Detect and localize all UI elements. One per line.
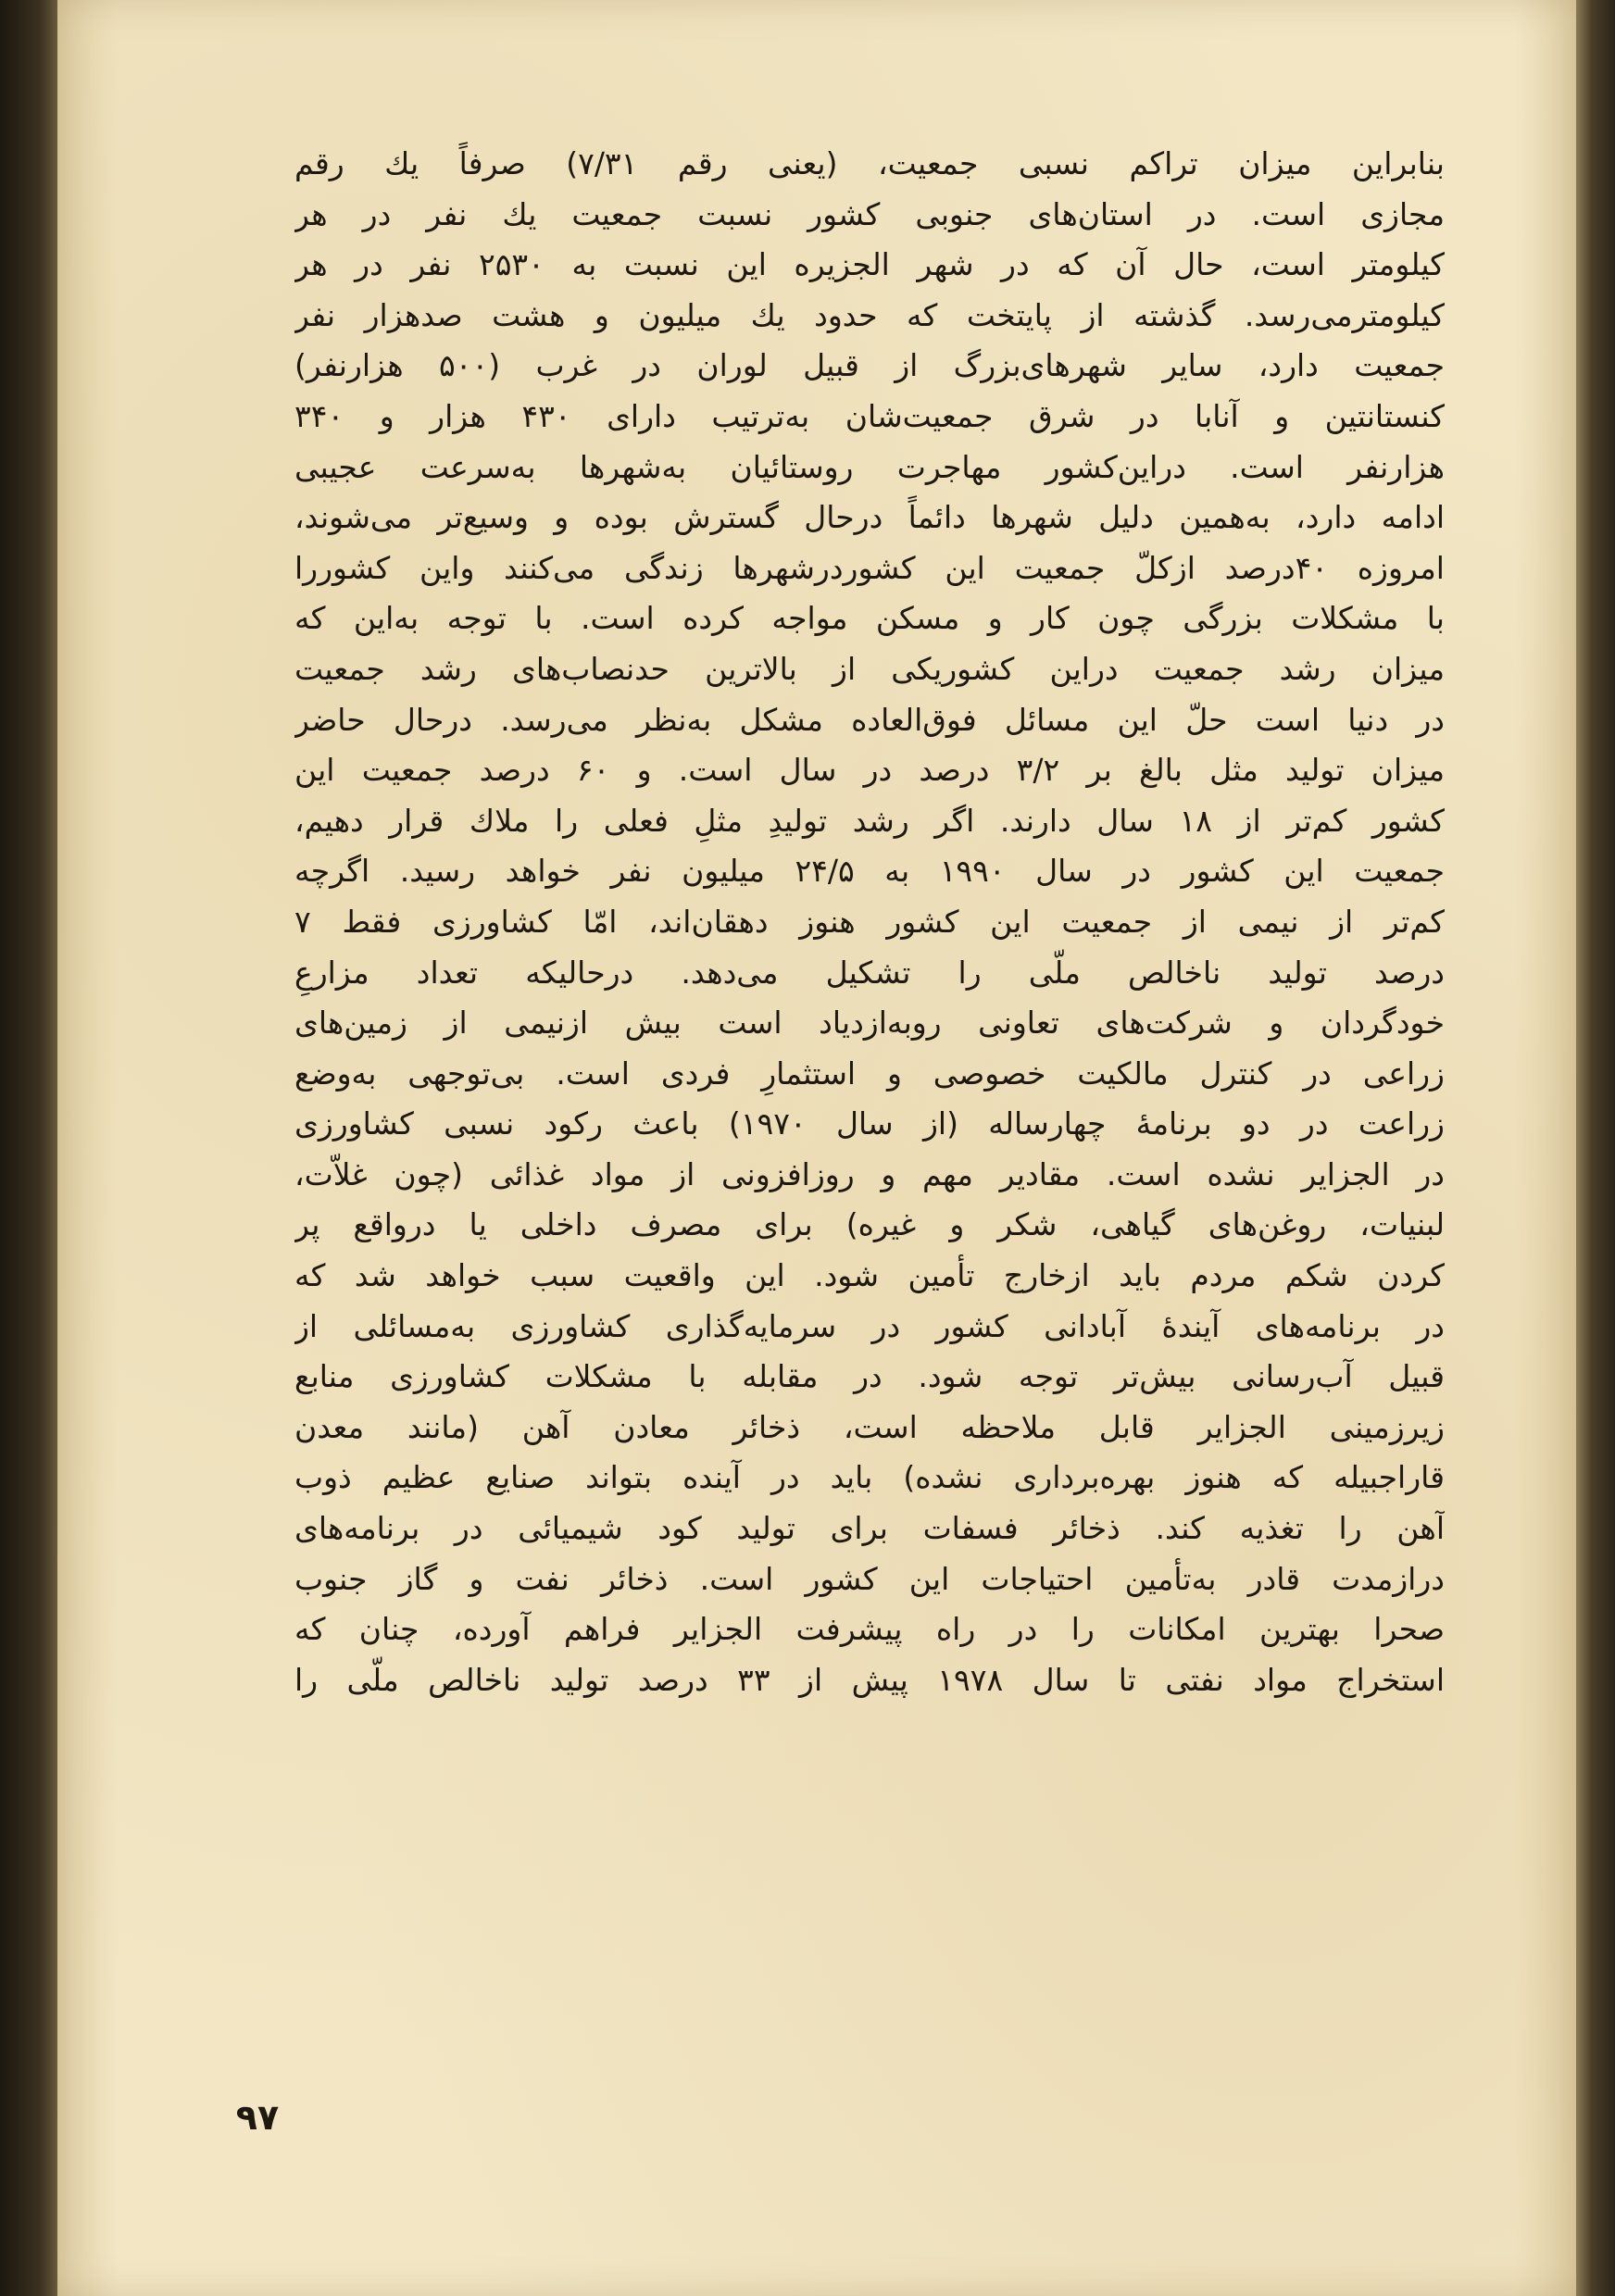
page-outer-edge: [1576, 0, 1615, 2296]
text-line: کیلومتر است، حال آن که در شهر الجزیره این نسبت به ۲۵۳۰ نفر در هر: [294, 246, 1445, 283]
text-line: زراعت در دو برنامهٔ چهارساله (از سال ۱۹۷۰) باعث رکود نسبی کشاورزی: [294, 1105, 1445, 1142]
text-line: استخراج مواد نفتی تا سال ۱۹۷۸ پیش از ۳۳ درصد تولید ناخالص ملّی را: [294, 1661, 1445, 1698]
text-line: امروزه ۴۰درصد ازکلّ جمعیت این کشوردرشهرها زندگی می‌کنند واین کشوررا: [294, 549, 1445, 586]
text-line: لبنیات، روغن‌های گیاهی، شکر و غیره) برای مصرف داخلی یا درواقع پر: [294, 1206, 1445, 1243]
body-text: [294, 139, 1445, 1705]
text-line: مجازی است. در استان‌های جنوبی کشور نسبت جمعیت یك نفر در هر: [294, 195, 1445, 232]
text-line: جمعیت این کشور در سال ۱۹۹۰ به ۲۴/۵ میلیون نفر خواهد رسید. اگرچه: [294, 853, 1445, 890]
text-line: کنستانتین و آنابا در شرق جمعیت‌شان به‌ترتیب دارای ۴۳۰ هزار و ۳۴۰: [294, 397, 1445, 434]
text-line: درازمدت قادر به‌تأمین احتیاجات این کشور است. ذخائر نفت و گاز جنوب: [294, 1560, 1445, 1597]
text-line: کم‌تر از نیمی از جمعیت این کشور هنوز دهقان‌اند، امّا کشاورزی فقط ۷: [294, 903, 1445, 940]
text-line: با مشکلات بزرگی چون کار و مسکن مواجه کرده است. با توجه به‌این که: [294, 600, 1445, 637]
text-line: در برنامه‌های آیندهٔ آبادانی کشور در سرمایه‌گذاری کشاورزی به‌مسائلی از: [294, 1307, 1445, 1344]
page-number: ۹۷: [235, 2097, 280, 2138]
text-line: میزان تولید مثل بالغ بر ۳/۲ درصد در سال است. و ۶۰ درصد جمعیت این: [294, 752, 1445, 789]
text-line: میزان رشد جمعیت دراین کشوریکی از بالاترین حدنصاب‌های رشد جمعیت: [294, 650, 1445, 687]
text-line: جمعیت دارد، سایر شهرهای‌بزرگ از قبیل لوران در غرب (۵۰۰ هزارنفر): [294, 347, 1445, 384]
text-line: کردن شکم مردم باید ازخارج تأمین شود. این واقعیت سبب خواهد شد که: [294, 1257, 1445, 1294]
text-line: درصد تولید ناخالص ملّی را تشکیل می‌دهد. درحالیکه تعداد مزارعِ: [294, 954, 1445, 991]
text-line: کشور کم‌تر از ۱۸ سال دارند. اگر رشد تولیدِ مثلِ فعلی را ملاك قرار دهیم،: [294, 802, 1445, 839]
text-line: قبیل آب‌رسانی بیش‌تر توجه شود. در مقابله با مشکلات کشاورزی منابع: [294, 1358, 1445, 1395]
text-line: صحرا بهترین امکانات را در راه پیشرفت الجزایر فراهم آورده، چنان که: [294, 1611, 1445, 1648]
text-line: بنابراین میزان تراکم نسبی جمعیت، (یعنی رقم ۷/۳۱) صرفاً یك رقم: [294, 145, 1445, 181]
text-line: در الجزایر نشده است. مقادیر مهم و روزافزونی از مواد غذائی (چون غلاّت،: [294, 1155, 1445, 1192]
text-line: زیرزمینی الجزایر قابل ملاحظه است، ذخائر معادن آهن (مانند معدن: [294, 1408, 1445, 1445]
text-line: در دنیا است حلّ این مسائل فوق‌العاده مشکل به‌نظر می‌رسد. درحال حاضر: [294, 701, 1445, 738]
text-line: خودگردان و شرکت‌های تعاونی روبه‌ازدیاد است بیش ازنیمی از زمین‌های: [294, 1004, 1445, 1042]
text-line: هزارنفر است. دراین‌کشور مهاجرت روستائیان به‌شهرها به‌سرعت عجیبی: [294, 448, 1445, 485]
text-line: آهن را تغذیه کند. ذخائر فسفات برای تولید کود شیمیائی در برنامه‌های: [294, 1510, 1445, 1547]
text-line: زراعی در کنترل مالکیت خصوصی و استثمارِ فردی است. بی‌توجهی به‌وضع: [294, 1054, 1445, 1092]
text-line: ادامه دارد، به‌همین دلیل شهرها دائماً درحال گسترش بوده و وسیع‌تر می‌شوند،: [294, 499, 1445, 536]
text-line: قاراجبیله که هنوز بهره‌برداری نشده) باید در آینده بتواند صنایع عظیم ذوب: [294, 1459, 1445, 1496]
book-binding-edge: [0, 0, 57, 2296]
text-line: کیلومترمی‌رسد. گذشته از پایتخت که حدود یك میلیون و هشت صدهزار نفر: [294, 296, 1445, 333]
